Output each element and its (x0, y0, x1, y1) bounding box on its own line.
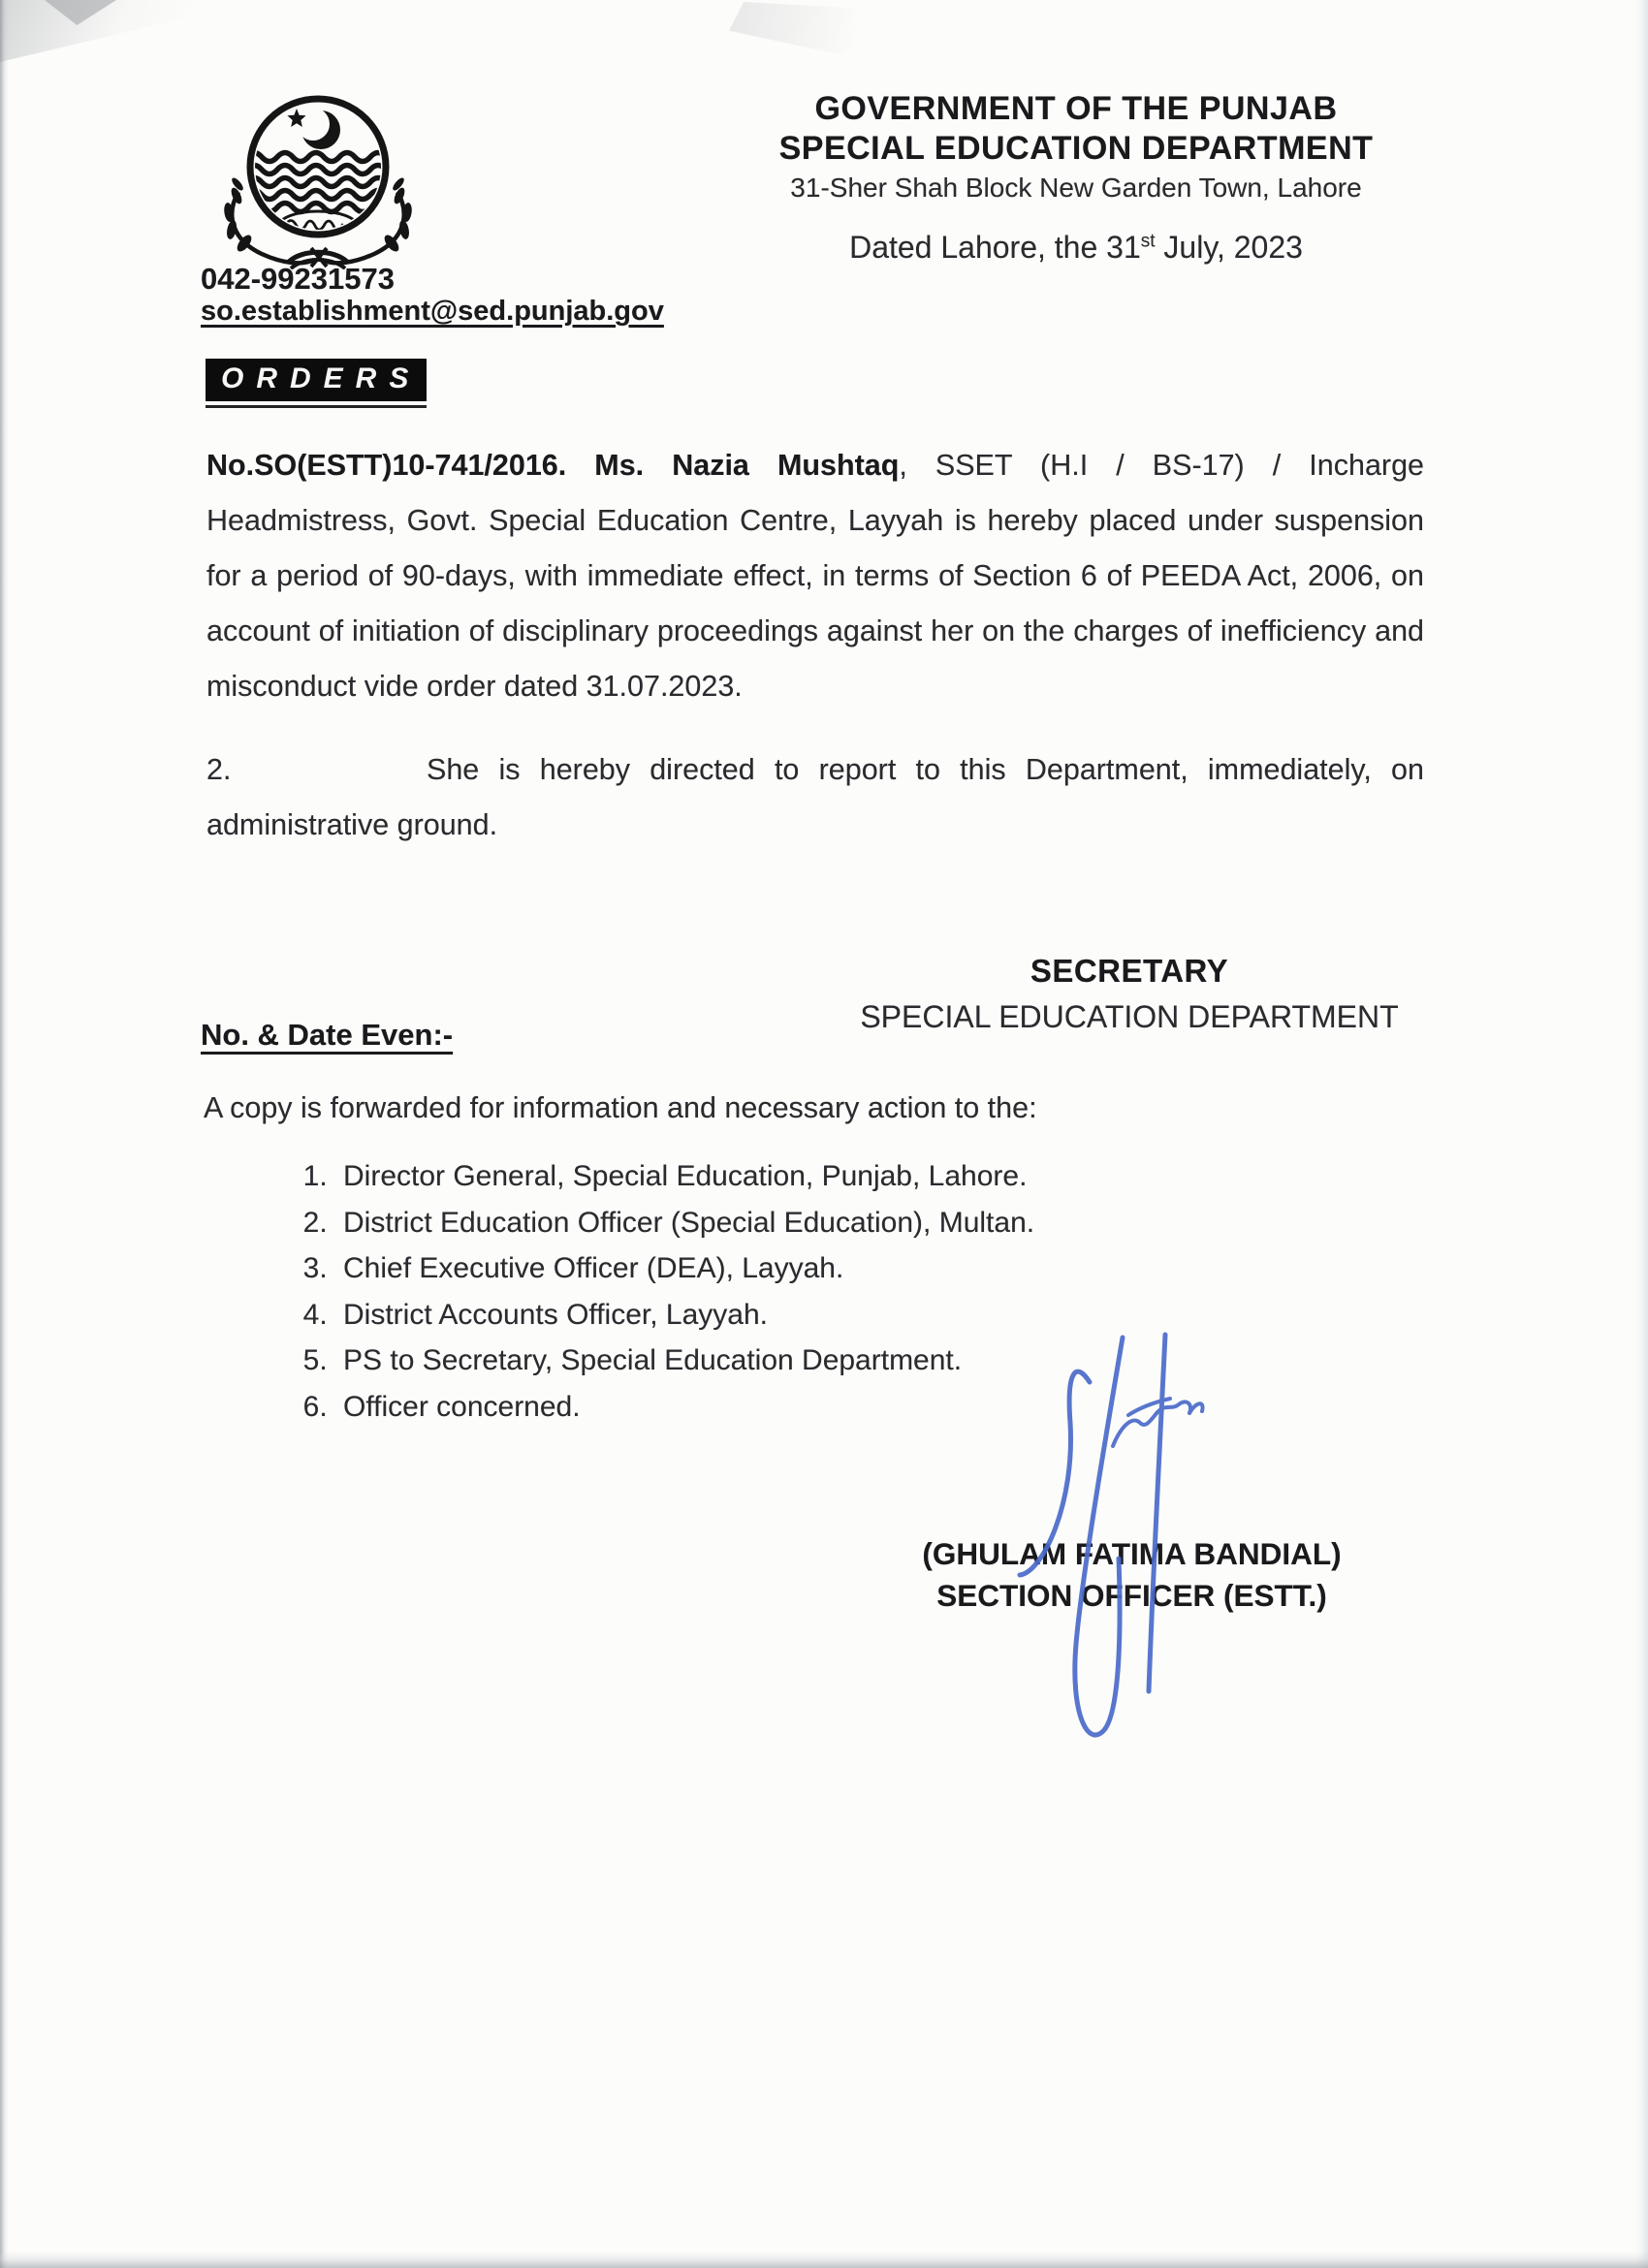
org-address: 31-Sher Shah Block New Garden Town, Lahore (790, 173, 1362, 203)
scan-fold-artifact-top-left (0, 0, 262, 62)
order-reference-and-name: No.SO(ESTT)10-741/2016. Ms. Nazia Mushtaq (206, 449, 900, 482)
email-address: so.establishment@sed.punjab.gov (201, 296, 664, 327)
date-ordinal: st (1140, 231, 1156, 252)
signatory-name: (GHULAM FATIMA BANDIAL) (922, 1536, 1342, 1571)
scan-fold-artifact-top-center (729, 2, 913, 54)
distribution-list (291, 1153, 1034, 1430)
signatory-designation: SECTION OFFICER (ESTT.) (936, 1578, 1327, 1613)
distribution-item: 6. Officer concerned. (335, 1384, 1034, 1431)
phone-number: 042-99231573 (201, 262, 395, 296)
number-date-even-heading: No. & Date Even:- (201, 1018, 454, 1052)
date-suffix: July, 2023 (1155, 230, 1303, 265)
distribution-item: 3. Chief Executive Officer (DEA), Layyah. (335, 1245, 1034, 1292)
signatory-title: SECRETARY (1030, 953, 1229, 989)
letterhead (746, 89, 1406, 205)
distribution-intro: A copy is forwarded for information and necessary action to the: (204, 1091, 1037, 1124)
date-prefix: Dated Lahore, the 31 (849, 230, 1141, 265)
orders-heading (206, 359, 427, 408)
org-name-line1: GOVERNMENT OF THE PUNJAB (814, 90, 1338, 127)
order-paragraph-text: , SSET (H.I / BS-17) / Incharge Headmistress, Govt. Special Education Centre, Layyah is hereby placed under suspension for a period of 90-days, with immediate effect, in terms of Section 6 of PEEDA Act, 2006, on account of initiation of disciplinary proceedings against her on the charges of inefficiency and misconduct vide order dated 31.07.2023. (206, 449, 1424, 703)
distribution-item: 2. District Education Officer (Special Education), Multan. (335, 1200, 1034, 1246)
date-line (746, 230, 1406, 266)
signature-block (897, 1533, 1367, 1617)
punjab-government-crest-icon (204, 83, 419, 269)
directive-paragraph-text: She is hereby directed to report to this Department, immediately, on administrative ground. (206, 753, 1424, 841)
scan-edge-right (1635, 0, 1648, 2268)
directive-paragraph (206, 742, 1424, 853)
order-paragraph (206, 438, 1424, 714)
distribution-item: 5. PS to Secretary, Special Education Department. (335, 1338, 1034, 1384)
distribution-item: 1. Director General, Special Education, Punjab, Lahore. (335, 1153, 1034, 1200)
distribution-item: 4. District Accounts Officer, Layyah. (335, 1292, 1034, 1339)
scan-edge-left (0, 0, 9, 2268)
scan-edge-bottom (0, 2252, 1648, 2268)
orders-heading-label: ORDERS (206, 359, 427, 401)
org-name-line2: SPECIAL EDUCATION DEPARTMENT (778, 130, 1374, 167)
signatory-department: SPECIAL EDUCATION DEPARTMENT (860, 999, 1399, 1034)
closing-signatory (776, 950, 1483, 1036)
paragraph-number: 2. (206, 753, 232, 786)
